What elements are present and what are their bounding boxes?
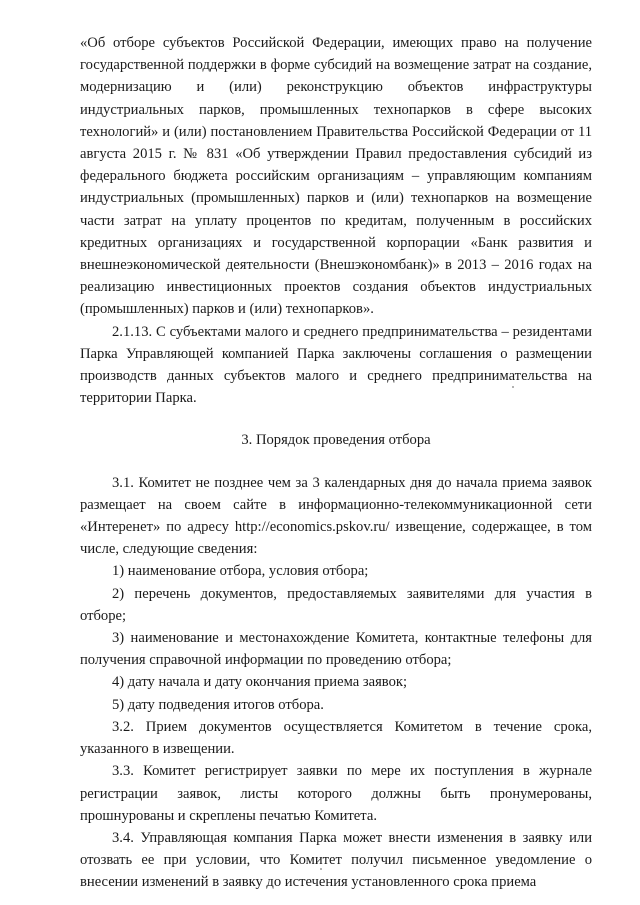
paragraph-continuation: «Об отборе субъектов Российской Федерации, имеющих право на получение государственной поддержки в форме субсидий на возмещение затрат на создание, модернизацию и (или) реконструкцию объектов инфраструктуры индустриальных парков, промышленных технопарков в сфере высоких технологий» и (или) постановлением Правительства Российской Федерации от 11 августа 2015 г. № 831 «Об утверждении Правил предоставления субсидий из федерального бюджета российским организациям – управляющим компаниям индустриальных (промышленных) парков и (или) технопарков на возмещение части затрат на уплату процентов по кредитам, полученным в российских кредитных организациях и государственной корпорации «Банк развития и внешнеэкономической деятельности (Внешэкономбанк)» в 2013 – 2016 годах на реализацию инвестиционных проектов создания объектов индустриальных (промышленных) парков и (или) технопарков». xyxy=(80,35,592,318)
paragraph-3-1: 3.1. Комитет не позднее чем за 3 календарных дня до начала приема заявок размещает на своем сайте в информационно-телекоммуникационной сети «Интеренет» по адресу http://economics.pskov.ru/ извещение, содержащее, в том числе, следующие сведения: xyxy=(80,474,592,558)
document-body xyxy=(80,32,592,894)
list-item-5: 5) дату подведения итогов отбора. xyxy=(112,696,324,713)
section-3-heading: 3. Порядок проведения отбора xyxy=(241,432,431,449)
paragraph-3-2: 3.2. Прием документов осуществляется Комитетом в течение срока, указанного в извещении. xyxy=(80,718,592,758)
list-item-2: 2) перечень документов, предоставляемых заявителями для участия в отборе; xyxy=(80,585,592,624)
list-item-3: 3) наименование и местонахождение Комитета, контактные телефоны для получения справочной информации по проведению отбора; xyxy=(80,630,592,669)
paragraph-3-3: 3.3. Комитет регистрирует заявки по мере их поступления в журнале регистрации заявок, листы которого должны быть пронумерованы, прошнурованы и скреплены печатью Комитета. xyxy=(80,763,592,824)
paragraph-3-4: 3.4. Управляющая компания Парка может внести изменения в заявку или отозвать ее при условии, что Комитет получил письменное уведомление о внесении изменений в заявку до истечения установленного срока приема xyxy=(80,829,592,891)
list-item-4: 4) дату начала и дату окончания приема заявок; xyxy=(112,674,408,691)
scan-speck xyxy=(512,386,514,388)
paragraph-2-1-13: 2.1.13. С субъектами малого и среднего предпринимательства – резидентами Парка Управляющей компанией Парка заключены соглашения о размещении производств данных субъектов малого и среднего предпринимательства на территории Парка. xyxy=(80,323,592,407)
scan-speck xyxy=(320,868,322,870)
list-item-1: 1) наименование отбора, условия отбора; xyxy=(112,563,369,580)
